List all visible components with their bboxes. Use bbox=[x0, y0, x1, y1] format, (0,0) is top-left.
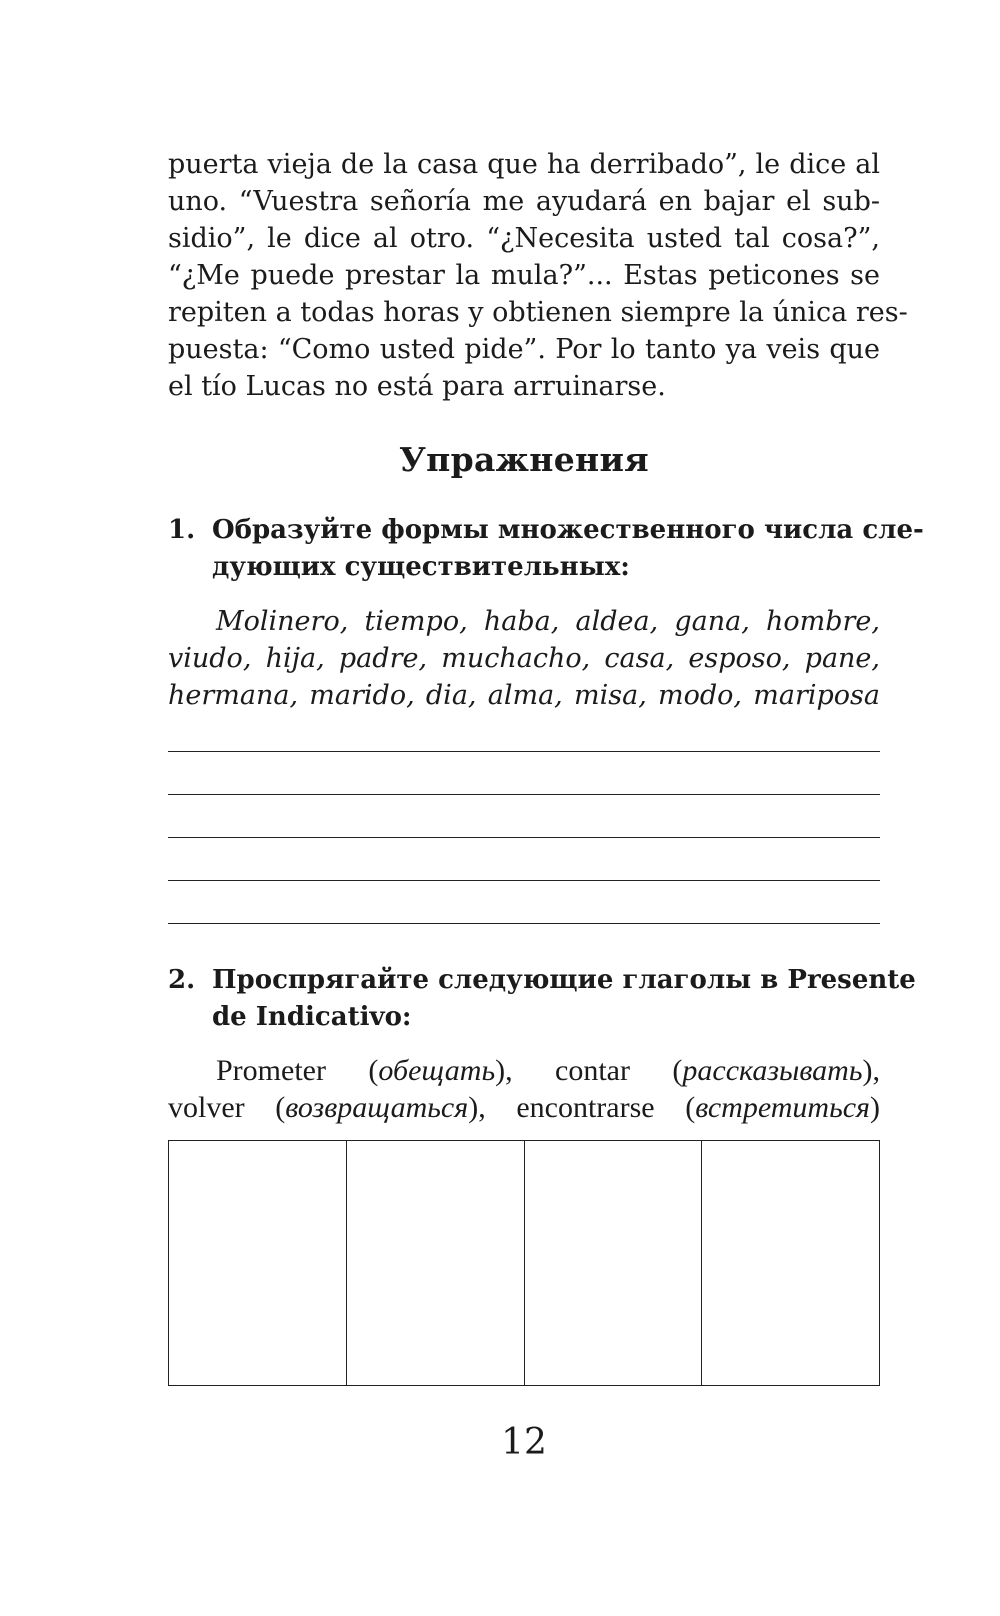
table-cell[interactable] bbox=[525, 1141, 703, 1385]
word-line: hermana, marido, dia, alma, misa, modo, mariposa bbox=[168, 680, 880, 711]
verb-translation: обещать bbox=[378, 1054, 496, 1087]
exercise-2-instruction bbox=[168, 962, 916, 1036]
text-line: “¿Me puede prestar la mula?”... Estas peticones se bbox=[168, 260, 880, 291]
table-cell[interactable] bbox=[347, 1141, 525, 1385]
exercise-1-instruction bbox=[168, 512, 924, 586]
book-page bbox=[168, 0, 924, 1616]
verb-es: encontrarse bbox=[516, 1091, 655, 1124]
answer-line[interactable] bbox=[168, 923, 880, 924]
verb-line: volver (возвращаться), encontrarse (встретиться) bbox=[168, 1091, 880, 1124]
section-heading: Упражнения bbox=[399, 440, 649, 479]
instruction-line: de Indicativo: bbox=[212, 1002, 412, 1032]
verb-translation: возвращаться bbox=[285, 1091, 469, 1124]
instruction-line: Проспрягайте следующие глаголы в Presente bbox=[212, 965, 916, 995]
page-number: 12 bbox=[501, 1422, 547, 1463]
text-line: repiten a todas horas y obtienen siempre la única res- bbox=[168, 297, 908, 328]
text-line: sidio”, le dice al otro. “¿Necesita usted tal cosa?”, bbox=[168, 223, 880, 254]
verb-es: contar bbox=[555, 1054, 630, 1087]
verb-translation: рассказывать bbox=[682, 1054, 863, 1087]
table-cell[interactable] bbox=[169, 1141, 347, 1385]
table-cell[interactable] bbox=[702, 1141, 879, 1385]
answer-line[interactable] bbox=[168, 837, 880, 838]
conjugation-table bbox=[168, 1140, 880, 1386]
noun-list bbox=[168, 603, 880, 714]
exercise-number: 2. bbox=[168, 965, 196, 995]
verb-list bbox=[168, 1052, 880, 1126]
verb-es: volver bbox=[168, 1091, 245, 1124]
verb-translation: встретиться bbox=[695, 1091, 870, 1124]
verb-es: Prometer bbox=[216, 1054, 326, 1087]
answer-line[interactable] bbox=[168, 880, 880, 881]
text-line: puerta vieja de la casa que ha derribado”, le dice al bbox=[168, 149, 880, 180]
story-paragraph bbox=[168, 146, 908, 405]
instruction-line: дующих существительных: bbox=[212, 552, 630, 582]
text-line: uno. “Vuestra señoría me ayudará en bajar el sub- bbox=[168, 186, 880, 217]
answer-line[interactable] bbox=[168, 751, 880, 752]
word-line: Molinero, tiempo, haba, aldea, gana, hombre, bbox=[216, 606, 880, 637]
text-line: el tío Lucas no está para arruinarse. bbox=[168, 371, 666, 402]
answer-line[interactable] bbox=[168, 794, 880, 795]
exercise-number: 1. bbox=[168, 515, 196, 545]
instruction-line: Образуйте формы множественного числа сле- bbox=[212, 515, 924, 545]
word-line: viudo, hija, padre, muchacho, casa, esposo, pane, bbox=[168, 643, 880, 674]
text-line: puesta: “Como usted pide”. Por lo tanto ya veis que bbox=[168, 334, 880, 365]
verb-line: Prometer (обещать), contar (рассказывать), bbox=[216, 1054, 880, 1087]
